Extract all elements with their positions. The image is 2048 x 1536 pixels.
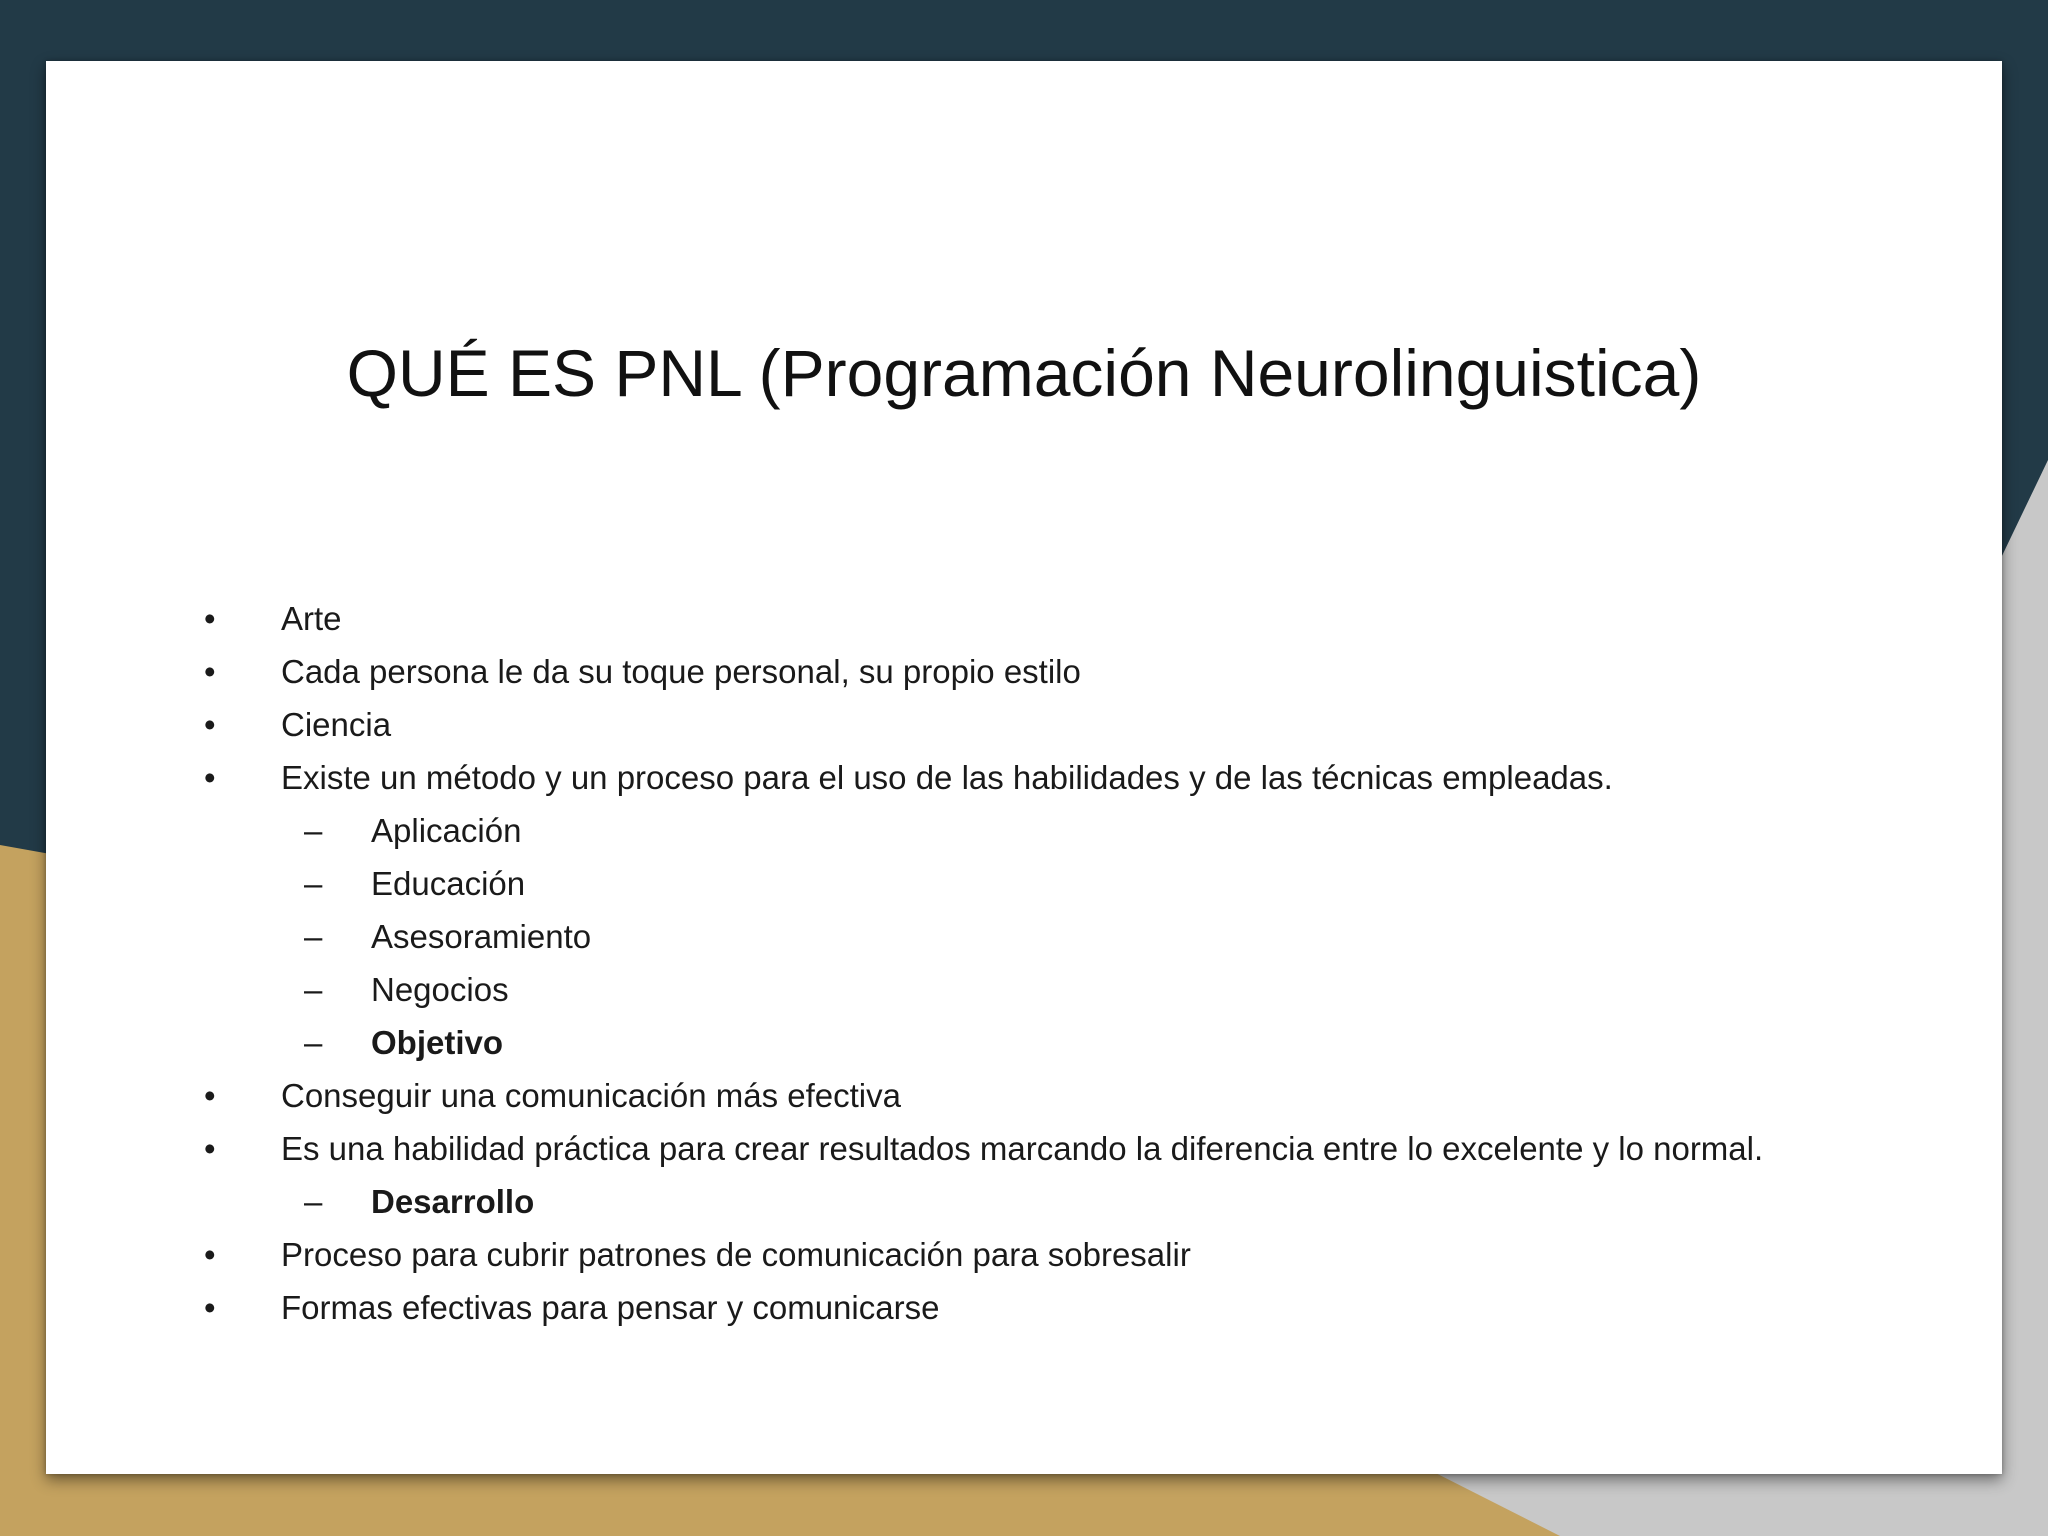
bullet-marker: • <box>204 1130 216 1167</box>
list-item-text: Ciencia <box>281 706 392 743</box>
list-item-text: Cada persona le da su toque personal, su propio estilo <box>281 653 1081 690</box>
sub-list-item-text: Desarrollo <box>371 1183 535 1220</box>
sub-list-item-text: Aplicación <box>371 812 522 849</box>
dash-marker: – <box>304 971 323 1008</box>
list-item-text: Es una habilidad práctica para crear resultados marcando la diferencia entre lo excelente y lo normal. <box>281 1130 1764 1167</box>
sub-list-item-text: Asesoramiento <box>371 918 592 955</box>
list-item-text: Existe un método y un proceso para el uso de las habilidades y de las técnicas empleadas. <box>281 759 1613 796</box>
dash-marker: – <box>304 865 323 902</box>
dash-marker: – <box>304 1183 323 1220</box>
sub-list-item-text: Educación <box>371 865 526 902</box>
list-item-text: Proceso para cubrir patrones de comunicación para sobresalir <box>281 1236 1191 1273</box>
bullet-marker: • <box>204 1236 216 1273</box>
bullet-marker: • <box>204 706 216 743</box>
dash-marker: – <box>304 1024 323 1061</box>
sub-list-item-text: Negocios <box>371 971 509 1008</box>
list-item-text: Arte <box>281 600 342 637</box>
dash-marker: – <box>304 812 323 849</box>
bullet-marker: • <box>204 1077 216 1114</box>
slide-title: QUÉ ES PNL (Programación Neurolinguistica) <box>346 336 1702 410</box>
sub-list-item-text: Objetivo <box>371 1024 504 1061</box>
list-item-text: Conseguir una comunicación más efectiva <box>281 1077 901 1114</box>
dash-marker: – <box>304 918 323 955</box>
bullet-marker: • <box>204 653 216 690</box>
bullet-marker: • <box>204 600 216 637</box>
bullet-marker: • <box>204 759 216 796</box>
list-item-text: Formas efectivas para pensar y comunicarse <box>281 1289 940 1326</box>
bullet-marker: • <box>204 1289 216 1326</box>
